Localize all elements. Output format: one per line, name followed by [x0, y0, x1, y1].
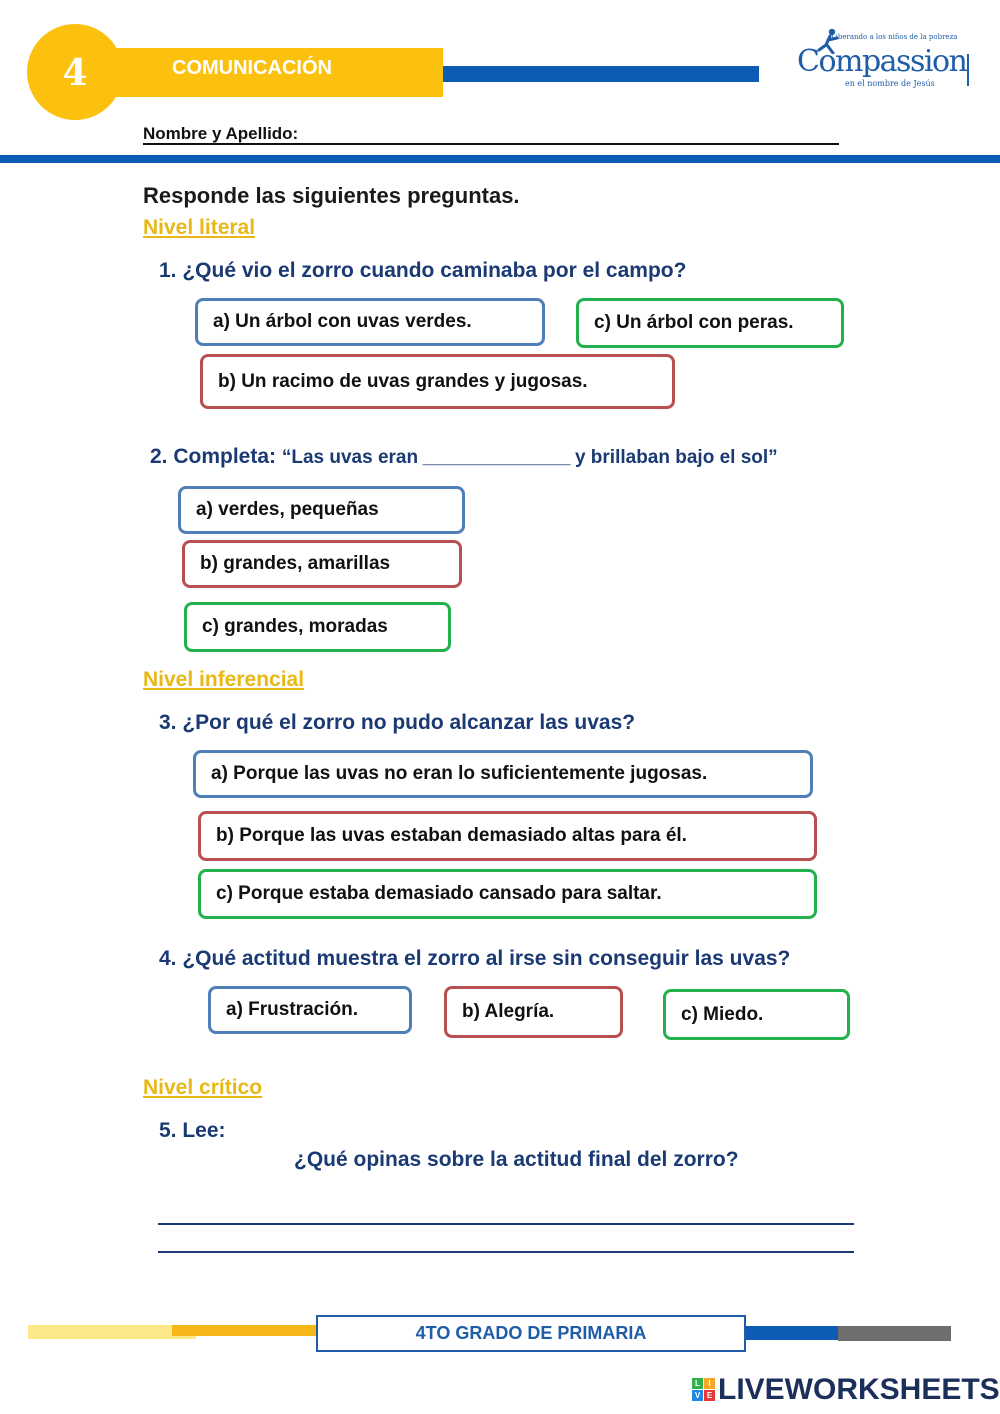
liveworksheets-icon: L I V E — [692, 1378, 716, 1402]
compassion-logo — [795, 24, 975, 94]
name-label: Nombre y Apellido: — [143, 124, 299, 143]
q3-option-a[interactable]: a) Porque las uvas no eran lo suficientemente jugosas. — [193, 750, 813, 798]
question-5: ¿Qué opinas sobre la actitud final del zorro? — [294, 1148, 739, 1171]
question-1: 1. ¿Qué vio el zorro cuando caminaba por el campo? — [159, 259, 687, 282]
instructions: Responde las siguientes preguntas. — [143, 183, 520, 208]
question-4: 4. ¿Qué actitud muestra el zorro al irse sin conseguir las uvas? — [159, 947, 791, 970]
q4-option-c[interactable]: c) Miedo. — [663, 989, 850, 1040]
logo-tagline-bottom: en el nombre de Jesús — [845, 79, 935, 88]
q4-option-a[interactable]: a) Frustración. — [208, 986, 412, 1034]
footer-gray-bar — [838, 1326, 951, 1341]
q3-option-b[interactable]: b) Porque las uvas estaban demasiado altas para él. — [198, 811, 817, 861]
footer-yellow-bar — [172, 1325, 320, 1336]
question-2-blank[interactable]: ______________ — [422, 447, 571, 468]
answer-line-1[interactable] — [158, 1223, 854, 1225]
header-accent-bar — [443, 66, 759, 82]
question-3: 3. ¿Por qué el zorro no pudo alcanzar las uvas? — [159, 711, 636, 734]
liveworksheets-brand: LIVEWORKSHEETS — [718, 1373, 1000, 1406]
level-literal: Nivel literal — [143, 216, 256, 239]
question-2-quote-end: y brillaban bajo el sol” — [574, 447, 778, 468]
q2-option-a[interactable]: a) verdes, pequeñas — [178, 486, 465, 534]
level-inferencial: Nivel inferencial — [143, 668, 305, 691]
level-critico: Nivel crítico — [143, 1076, 263, 1099]
logo-wordmark: Compassion — [797, 44, 967, 79]
footer-blue-bar — [746, 1326, 840, 1340]
question-5-label: 5. Lee: — [159, 1119, 226, 1142]
q1-option-b[interactable]: b) Un racimo de uvas grandes y jugosas. — [200, 354, 675, 409]
logo-separator — [967, 54, 969, 86]
footer-yellow-light-bar — [28, 1325, 196, 1339]
grade-badge: 4 — [27, 24, 123, 120]
q1-option-c[interactable]: c) Un árbol con peras. — [576, 298, 844, 348]
subject-title: COMUNICACIÓN — [172, 57, 332, 79]
q3-option-c[interactable]: c) Porque estaba demasiado cansado para saltar. — [198, 869, 817, 919]
footer-grade-label: 4TO GRADO DE PRIMARIA — [316, 1315, 746, 1352]
q1-option-a[interactable]: a) Un árbol con uvas verdes. — [195, 298, 545, 346]
answer-line-2[interactable] — [158, 1251, 854, 1253]
q4-option-b[interactable]: b) Alegría. — [444, 986, 623, 1038]
question-2-prefix: 2. Completa: — [150, 445, 282, 468]
name-input-line[interactable] — [143, 143, 839, 145]
q2-option-b[interactable]: b) grandes, amarillas — [182, 540, 462, 588]
q2-option-c[interactable]: c) grandes, moradas — [184, 602, 451, 652]
question-2-quote-start: “Las uvas eran — [281, 447, 419, 468]
logo-tagline-top: Liberando a los niños de la pobreza — [831, 33, 958, 41]
question-2 — [150, 445, 778, 469]
header-rule — [0, 155, 1000, 163]
